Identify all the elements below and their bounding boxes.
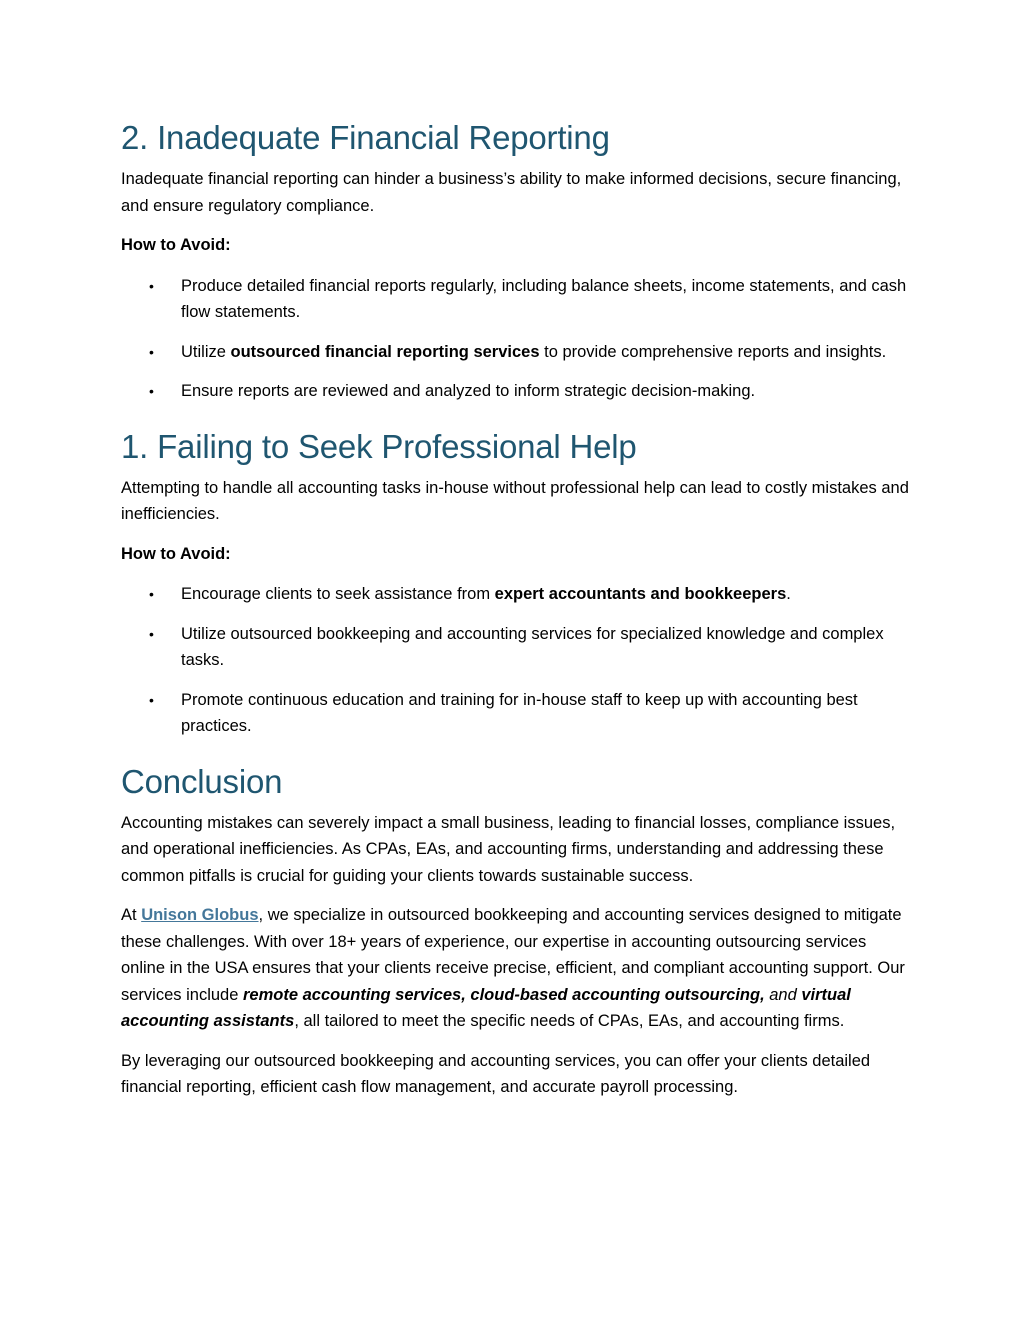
emphasis-text: virtual accounting assistants — [121, 985, 851, 1030]
bullet-icon: • — [149, 625, 154, 642]
emphasis-text: expert accountants and bookkeepers — [494, 585, 787, 603]
section-professional-help — [121, 427, 911, 740]
section-intro: Inadequate financial reporting can hinder a business’s ability to make informed decisions, secure financing, and ensure regulatory compliance. — [121, 170, 902, 215]
section-conclusion — [121, 762, 911, 1101]
bullet-icon: • — [149, 586, 154, 602]
bullet-list — [121, 581, 911, 740]
list-item-text: Produce detailed financial reports regularly, including balance sheets, income statements, and cash flow statements. — [181, 276, 907, 321]
bullet-icon: • — [149, 691, 154, 708]
paragraph-text: , we specialize in outsourced bookkeeping and accounting services designed to mitigate these challenges. With over 18+ years of experience, our expertise in accounting outsourcing services online in the USA ensures that your clients receive precise, efficient, and compliant accounting support. Our services include — [121, 906, 905, 1004]
conclusion-paragraph — [121, 902, 911, 1035]
section-heading: 1. Failing to Seek Professional Help — [121, 427, 637, 465]
list-item — [149, 687, 911, 740]
bullet-icon: • — [149, 383, 154, 399]
section-heading: Conclusion — [121, 762, 283, 800]
list-item-text: to provide comprehensive reports and insights. — [539, 342, 887, 361]
document-page — [121, 118, 911, 1123]
bullet-icon: • — [149, 277, 154, 294]
unison-globus-link[interactable]: Unison Globus — [141, 906, 259, 924]
conclusion-paragraph: By leveraging our outsourced bookkeeping and accounting services, you can offer your clients detailed financial reporting, efficient cash flow management, and accurate payroll processing. — [121, 1051, 871, 1096]
paragraph-text: At — [121, 906, 142, 924]
bullet-list — [121, 273, 911, 405]
list-item — [149, 581, 911, 608]
how-to-avoid-label: How to Avoid: — [121, 544, 231, 563]
conclusion-paragraph: Accounting mistakes can severely impact a small business, leading to financial losses, compliance issues, and operational inefficiencies. As CPAs, EAs, and accounting firms, understanding and addressing these common pitfalls is crucial for guiding your clients towards sustainable success. — [121, 813, 896, 885]
paragraph-text: and — [764, 985, 802, 1004]
how-to-avoid-label: How to Avoid: — [121, 236, 231, 254]
section-heading: 2. Inadequate Financial Reporting — [121, 119, 610, 156]
list-item-text: Utilize outsourced bookkeeping and accounting services for specialized knowledge and complex tasks. — [181, 624, 884, 669]
list-item-text: Ensure reports are reviewed and analyzed to inform strategic decision-making. — [181, 382, 756, 400]
paragraph-text: , all tailored to meet the specific needs of CPAs, EAs, and accounting firms. — [294, 1012, 845, 1030]
section-inadequate-reporting — [121, 118, 911, 405]
emphasis-text: outsourced financial reporting services — [230, 342, 540, 361]
list-item-text: Encourage clients to seek assistance from — [181, 585, 495, 603]
list-item-text: Promote continuous education and training for in-house staff to keep up with accounting best practices. — [181, 690, 858, 735]
list-item — [149, 621, 911, 674]
section-intro: Attempting to handle all accounting tasks in-house without professional help can lead to costly mistakes and inefficiencies. — [121, 478, 909, 523]
list-item — [149, 339, 911, 366]
list-item — [149, 273, 911, 326]
bullet-icon: • — [149, 343, 154, 360]
list-item-text: . — [786, 585, 791, 603]
list-item — [149, 378, 911, 405]
emphasis-text: remote accounting services, cloud-based accounting outsourcing, — [242, 985, 765, 1004]
list-item-text: Utilize — [181, 342, 231, 361]
